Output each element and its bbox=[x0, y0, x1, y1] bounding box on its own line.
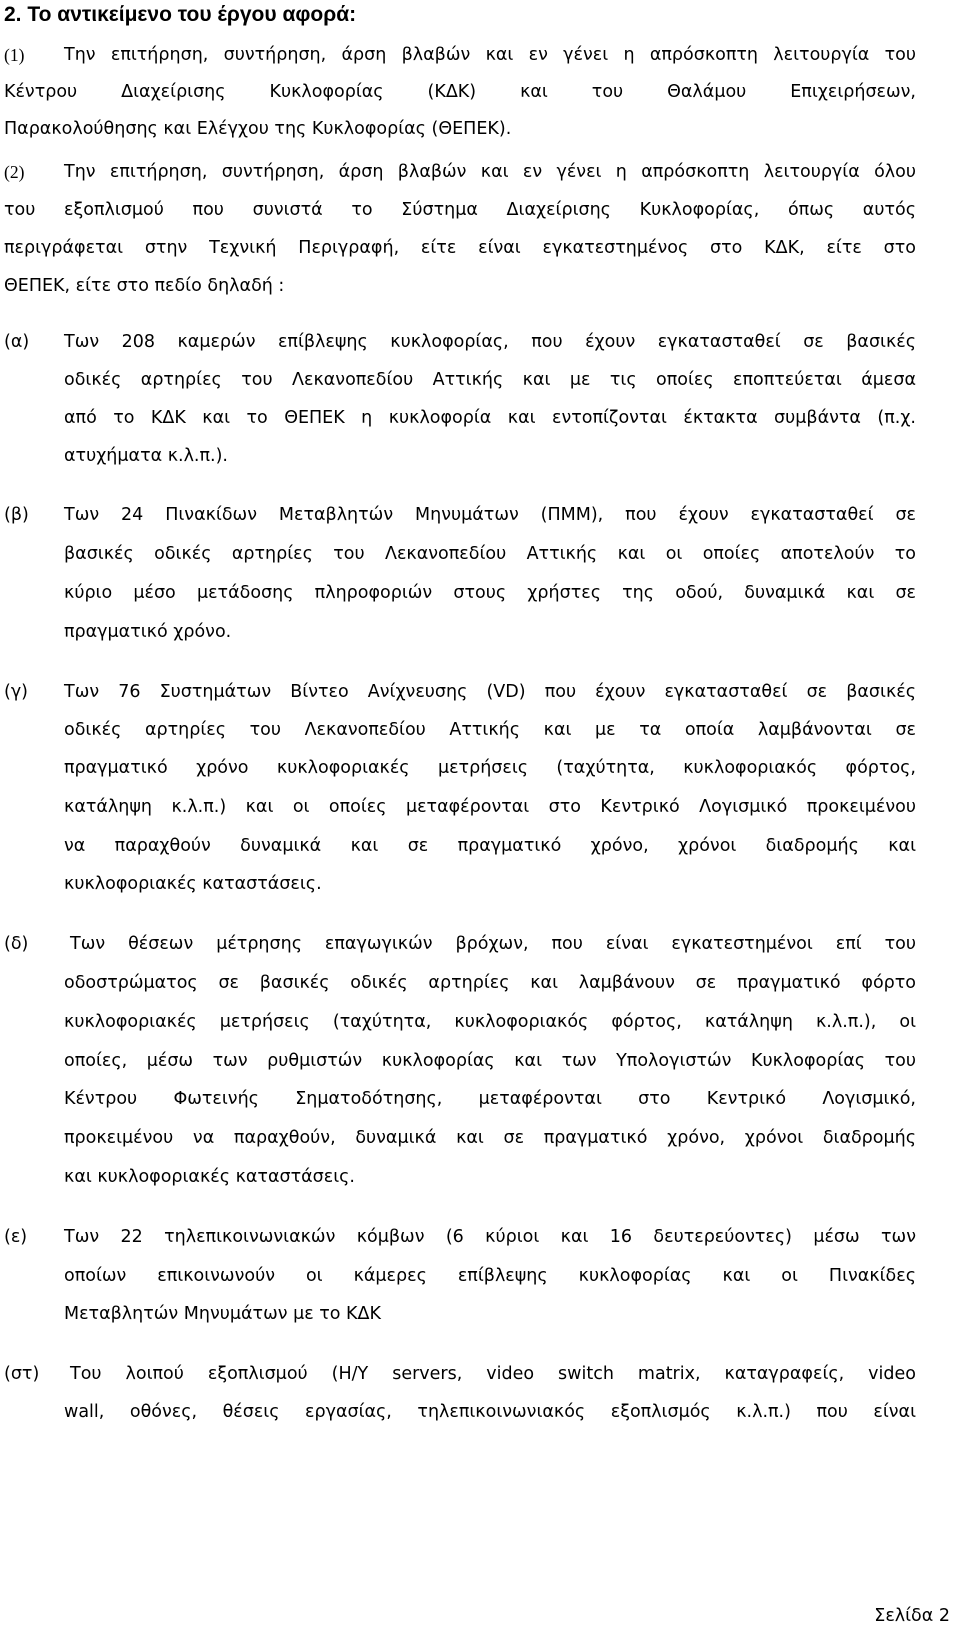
subitem-label: (ε) bbox=[4, 1227, 28, 1247]
item-line: Κέντρου Διαχείρισης Κυκλοφορίας (ΚΔΚ) και του Θαλάμου Επιχειρήσεων, bbox=[4, 82, 916, 102]
item-label: (2) bbox=[4, 162, 25, 182]
subitem-line: wall, οθόνες, θέσεις εργασίας, τηλεπικοινωνιακός εξοπλισμός κ.λ.π.) που είναι bbox=[64, 1402, 916, 1422]
subitem-line: να παραχθούν δυναμικά και σε πραγματικό χρόνο, χρόνοι διαδρομής και bbox=[64, 836, 916, 856]
subitem-line: Μεταβλητών Μηνυμάτων με το ΚΔΚ bbox=[64, 1304, 381, 1324]
subitem-line: βασικές οδικές αρτηρίες του Λεκανοπεδίου Αττικής και οι οποίες αποτελούν το bbox=[64, 544, 916, 564]
section-heading: 2. Το αντικείμενο του έργου αφορά: bbox=[4, 3, 357, 26]
item-line: Παρακολούθησης και Ελέγχου της Κυκλοφορίας (ΘΕΠΕΚ). bbox=[4, 119, 512, 139]
item-line: Την επιτήρηση, συντήρηση, άρση βλαβών και εν γένει η απρόσκοπτη λειτουργία του bbox=[64, 45, 916, 65]
subitem-line: οδοστρώματος σε βασικές οδικές αρτηρίες και λαμβάνουν σε πραγματικό φόρτο bbox=[64, 973, 916, 993]
subitem-line: κυκλοφοριακές καταστάσεις. bbox=[64, 874, 322, 894]
subitem-line: και κυκλοφοριακές καταστάσεις. bbox=[64, 1167, 355, 1187]
subitem-line: Του λοιπού εξοπλισμού (Η/Υ servers, video switch matrix, καταγραφείς, video bbox=[70, 1364, 916, 1384]
subitem-line: κατάληψη κ.λ.π.) και οι οποίες μεταφέρονται στο Κεντρικό Λογισμικό προκειμένου bbox=[64, 797, 916, 817]
subitem-line: πραγματικό χρόνο κυκλοφοριακές μετρήσεις (ταχύτητα, κυκλοφοριακός φόρτος, bbox=[64, 758, 916, 778]
subitem-line: από το ΚΔΚ και το ΘΕΠΕΚ η κυκλοφορία και εντοπίζονται έκτακτα συμβάντα (π.χ. bbox=[64, 408, 916, 428]
subitem-label: (στ) bbox=[4, 1364, 40, 1384]
item-line: ΘΕΠΕΚ, είτε στο πεδίο δηλαδή : bbox=[4, 276, 285, 296]
subitem-line: Κέντρου Φωτεινής Σηματοδότησης, μεταφέρονται στο Κεντρικό Λογισμικό, bbox=[64, 1089, 916, 1109]
item-label: (1) bbox=[4, 45, 25, 65]
subitem-line: προκειμένου να παραχθούν, δυναμικά και σε πραγματικό χρόνο, χρόνοι διαδρομής bbox=[64, 1128, 916, 1148]
subitem-label: (δ) bbox=[4, 934, 29, 954]
subitem-line: κύριο μέσο μετάδοσης πληροφοριών στους χρήστες της οδού, δυναμικά και σε bbox=[64, 583, 916, 603]
subitem-line: Των 22 τηλεπικοινωνιακών κόμβων (6 κύριοι και 16 δευτερεύοντες) μέσω των bbox=[64, 1227, 916, 1247]
item-line: περιγράφεται στην Τεχνική Περιγραφή, είτε είναι εγκατεστημένος στο ΚΔΚ, είτε στο bbox=[4, 238, 916, 258]
subitem-line: Των 24 Πινακίδων Μεταβλητών Μηνυμάτων (ΠΜΜ), που έχουν εγκατασταθεί σε bbox=[64, 505, 916, 525]
subitem-line: ατυχήματα κ.λ.π.). bbox=[64, 446, 228, 466]
subitem-label: (β) bbox=[4, 505, 29, 525]
subitem-line: πραγματικό χρόνο. bbox=[64, 622, 232, 642]
item-line: Την επιτήρηση, συντήρηση, άρση βλαβών και εν γένει η απρόσκοπτη λειτουργία όλου bbox=[64, 162, 916, 182]
subitem-line: Των 208 καμερών επίβλεψης κυκλοφορίας, που έχουν εγκατασταθεί σε βασικές bbox=[64, 332, 916, 352]
subitem-line: οδικές αρτηρίες του Λεκανοπεδίου Αττικής και με τα οποία λαμβάνονται σε bbox=[64, 720, 916, 740]
subitem-label: (γ) bbox=[4, 682, 29, 702]
item-line: του εξοπλισμού που συνιστά το Σύστημα Διαχείρισης Κυκλοφορίας, όπως αυτός bbox=[4, 200, 916, 220]
subitem-line: Των 76 Συστημάτων Βίντεο Ανίχνευσης (VD) που έχουν εγκατασταθεί σε βασικές bbox=[64, 682, 916, 702]
subitem-line: κυκλοφοριακές μετρήσεις (ταχύτητα, κυκλοφοριακός φόρτος, κατάληψη κ.λ.π.), οι bbox=[64, 1012, 916, 1032]
subitem-line: Των θέσεων μέτρησης επαγωγικών βρόχων, που είναι εγκατεστημένοι επί του bbox=[70, 934, 916, 954]
subitem-line: οποίων επικοινωνούν οι κάμερες επίβλεψης κυκλοφορίας και οι Πινακίδες bbox=[64, 1266, 916, 1286]
subitem-line: οδικές αρτηρίες του Λεκανοπεδίου Αττικής και με τις οποίες εποπτεύεται άμεσα bbox=[64, 370, 916, 390]
subitem-line: οποίες, μέσω των ρυθμιστών κυκλοφορίας και των Υπολογιστών Κυκλοφορίας του bbox=[64, 1051, 916, 1071]
page-number: Σελίδα 2 bbox=[874, 1606, 950, 1626]
subitem-label: (α) bbox=[4, 332, 30, 352]
